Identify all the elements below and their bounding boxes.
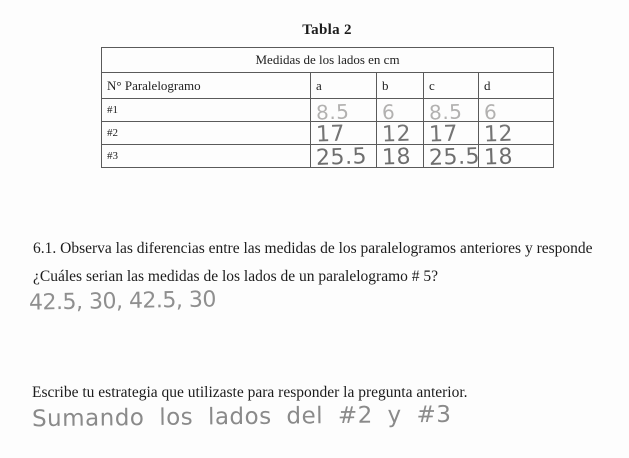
measurements-table bbox=[101, 47, 554, 171]
column-header-c: c bbox=[424, 73, 479, 99]
handwritten-value: 18 bbox=[483, 144, 514, 171]
row-label: #2 bbox=[102, 122, 311, 145]
cell-d3 bbox=[479, 144, 554, 171]
handwritten-answer: 42.5, 30, 42.5, 30 bbox=[28, 287, 217, 316]
row-label: #1 bbox=[102, 99, 311, 122]
cell-c1 bbox=[424, 98, 479, 125]
cell-d2 bbox=[479, 121, 554, 148]
handwritten-value: 8.5 bbox=[428, 98, 463, 125]
handwritten-value: 25.5 bbox=[315, 144, 368, 171]
handwritten-value: 12 bbox=[483, 121, 514, 148]
column-header-b: b bbox=[377, 73, 424, 99]
column-header-paralelogramo: N° Paralelogramo bbox=[102, 73, 311, 99]
table-caption: Medidas de los lados en cm bbox=[102, 48, 554, 73]
strategy-prompt: Escribe tu estrategia que utilizaste para responder la pregunta anterior. bbox=[32, 384, 468, 401]
question-line-1: 6.1. Observa las diferencias entre las medidas de los paralelogramos anteriores y responde bbox=[33, 240, 593, 257]
handwritten-value: 12 bbox=[381, 121, 412, 148]
handwritten-value: 18 bbox=[381, 144, 412, 171]
cell-b3 bbox=[377, 144, 424, 171]
handwritten-strategy-answer: Sumando los lados del #2 y #3 bbox=[31, 401, 452, 433]
handwritten-value: 17 bbox=[315, 121, 346, 148]
table-row bbox=[102, 99, 554, 122]
cell-d1 bbox=[479, 99, 554, 122]
cell-a3 bbox=[311, 144, 377, 171]
cell-a1 bbox=[311, 98, 377, 125]
handwritten-value: 17 bbox=[428, 121, 459, 148]
handwritten-value: 25.5 bbox=[428, 144, 481, 171]
cell-a2 bbox=[311, 121, 377, 148]
table-row bbox=[102, 145, 554, 168]
question-section bbox=[33, 240, 618, 296]
table-caption-row bbox=[102, 48, 554, 73]
handwritten-value: 6 bbox=[483, 99, 498, 124]
table-title: Tabla 2 bbox=[302, 22, 352, 38]
cell-c3 bbox=[424, 144, 481, 171]
cell-b2 bbox=[377, 121, 424, 148]
handwritten-value: 6 bbox=[381, 99, 396, 124]
handwritten-value: 8.5 bbox=[315, 98, 350, 125]
column-header-a: a bbox=[311, 73, 377, 99]
question-line-2: ¿Cuáles serian las medidas de los lados de un paralelogramo # 5? bbox=[33, 268, 439, 285]
row-label: #3 bbox=[102, 145, 311, 168]
table-row bbox=[102, 122, 554, 145]
column-header-d: d bbox=[479, 73, 554, 99]
cell-b1 bbox=[377, 99, 424, 122]
cell-c2 bbox=[424, 121, 479, 148]
table-header-row bbox=[102, 73, 554, 99]
